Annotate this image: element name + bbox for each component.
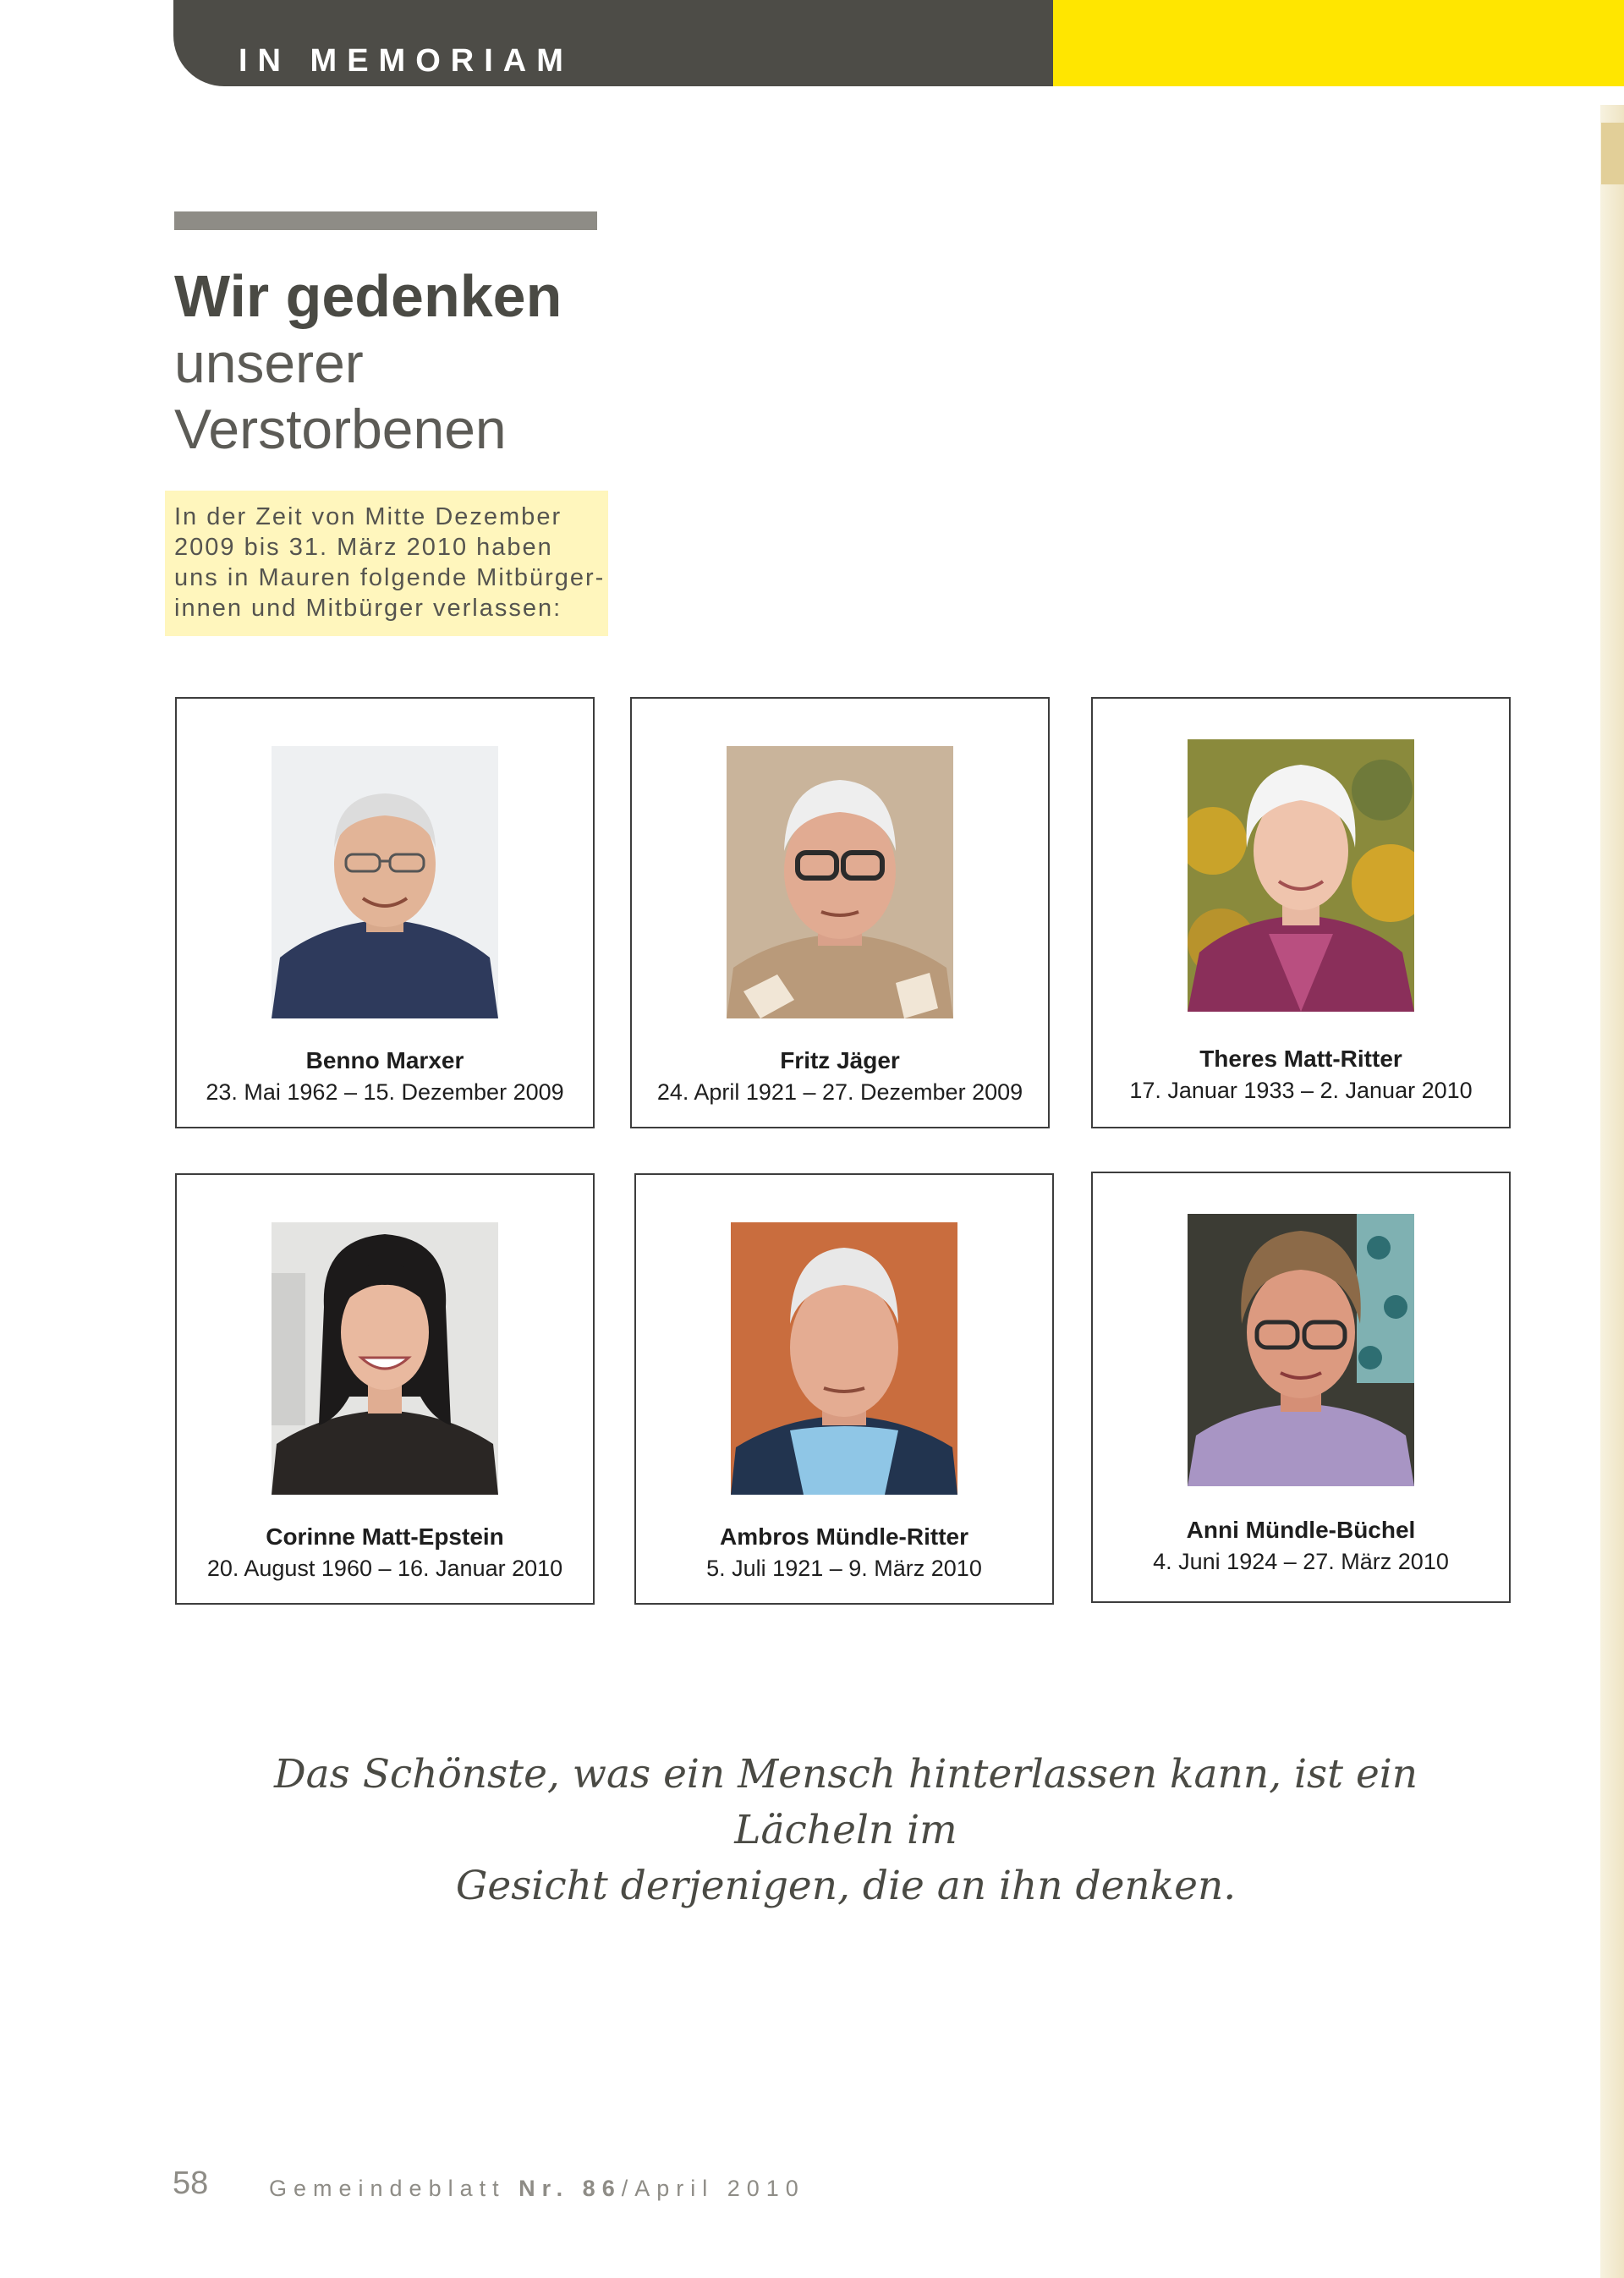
person-name: Corinne Matt-Epstein xyxy=(266,1523,504,1550)
portrait-photo xyxy=(1188,1214,1414,1486)
portrait-photo xyxy=(727,746,953,1018)
issue-prefix: Nr. xyxy=(518,2176,570,2201)
person-dates: 20. August 1960 – 16. Januar 2010 xyxy=(206,1556,563,1581)
intro-line: uns in Mauren folgende Mitbürger- xyxy=(174,564,606,591)
publication-name: Gemeindeblatt xyxy=(269,2176,506,2201)
title-rule xyxy=(174,211,597,230)
section-title: IN MEMORIAM xyxy=(239,43,573,79)
person-dates: 5. Juli 1921 – 9. März 2010 xyxy=(706,1556,982,1581)
person-dates: 4. Juni 1924 – 27. März 2010 xyxy=(1153,1549,1449,1574)
page-subtitle-line-2: Verstorbenen xyxy=(174,398,507,460)
intro-line: 2009 bis 31. März 2010 haben xyxy=(174,534,553,561)
intro-line: innen und Mitbürger verlassen: xyxy=(174,595,562,622)
person-name: Benno Marxer xyxy=(305,1047,464,1073)
footer-publication xyxy=(269,2176,805,2202)
person-name: Ambros Mündle-Ritter xyxy=(720,1523,968,1550)
issue-number: 86 xyxy=(582,2176,622,2201)
portrait-photo xyxy=(731,1222,957,1495)
person-name: Anni Mündle-Büchel xyxy=(1186,1517,1416,1543)
quote-line-1: Das Schönste, was ein Mensch hinterlassen kann, ist ein Lächeln im xyxy=(273,1751,1418,1853)
portrait-photo xyxy=(272,1222,498,1495)
quote-line-2: Gesicht derjenigen, die an ihn denken. xyxy=(455,1863,1237,1909)
memorial-quote xyxy=(254,1747,1438,1914)
issue-date: /April 2010 xyxy=(621,2176,805,2201)
header-accent xyxy=(1053,0,1624,86)
intro-line: In der Zeit von Mitte Dezember xyxy=(174,503,562,530)
memorial-card xyxy=(1091,1172,1511,1603)
memorial-card xyxy=(634,1173,1054,1605)
memorial-card xyxy=(630,697,1050,1128)
person-dates: 24. April 1921 – 27. Dezember 2009 xyxy=(656,1079,1023,1105)
memorial-card xyxy=(1091,697,1511,1128)
page-edge-tab xyxy=(1601,123,1624,184)
page-subtitle-line-1: unserer xyxy=(174,332,364,394)
person-name: Fritz Jäger xyxy=(780,1047,900,1073)
page-title: Wir gedenken xyxy=(174,263,562,329)
memorial-card xyxy=(175,1173,595,1605)
page-edge-strip xyxy=(1600,105,1624,2278)
portrait-photo xyxy=(1188,739,1414,1012)
portrait-photo xyxy=(272,746,498,1018)
page-number: 58 xyxy=(173,2165,209,2201)
memorial-card xyxy=(175,697,595,1128)
person-name: Theres Matt-Ritter xyxy=(1199,1046,1402,1072)
person-dates: 17. Januar 1933 – 2. Januar 2010 xyxy=(1129,1078,1473,1103)
intro-text xyxy=(165,491,608,636)
person-dates: 23. Mai 1962 – 15. Dezember 2009 xyxy=(206,1079,564,1105)
